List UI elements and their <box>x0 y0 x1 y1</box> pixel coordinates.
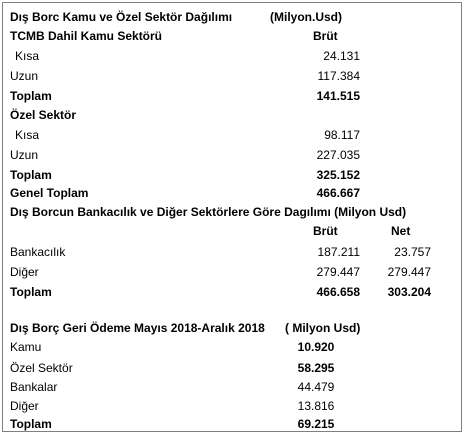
table-row <box>3 415 461 434</box>
row-label: Toplam <box>10 417 52 431</box>
section1-unit: (Milyon.Usd) <box>270 10 342 24</box>
row-label: Bankalar <box>10 380 58 394</box>
row-value: 44.479 <box>297 380 335 394</box>
debt-table <box>2 2 462 432</box>
row-label: Uzun <box>10 69 39 83</box>
section3-unit: ( Milyon Usd) <box>285 321 361 335</box>
grand-total-row <box>3 184 461 203</box>
row-label: Toplam <box>10 285 52 299</box>
private-header-row <box>3 106 461 125</box>
private-header: Özel Sektör <box>10 108 77 122</box>
section3-title-row <box>3 319 461 338</box>
table-row <box>3 397 461 416</box>
table-row <box>3 359 461 378</box>
row-label: Kısa <box>15 128 40 142</box>
row-label: Özel Sektör <box>10 361 73 375</box>
row-brut: 466.658 <box>316 285 360 299</box>
brut-header: Brüt <box>313 29 338 43</box>
tcmb-header: TCMB Dahil Kamu Sektörü <box>10 29 163 43</box>
row-value: 325.152 <box>316 168 360 182</box>
row-label: Bankacılık <box>10 245 66 259</box>
section2-title-row <box>3 203 461 222</box>
table-row <box>3 67 461 86</box>
table-row <box>3 378 461 397</box>
row-value: 24.131 <box>323 49 360 63</box>
grand-total-value: 466.667 <box>316 186 360 200</box>
row-value: 69.215 <box>297 417 335 431</box>
row-label: Toplam <box>10 89 52 103</box>
row-value: 141.515 <box>316 89 360 103</box>
table-row <box>3 47 461 66</box>
row-brut: 187.211 <box>317 245 360 259</box>
tcmb-header-row <box>3 27 461 46</box>
table-row <box>3 338 461 357</box>
row-value: 13.816 <box>297 399 335 413</box>
row-net: 279.447 <box>387 265 431 279</box>
table-row <box>3 87 461 106</box>
section2-header-row <box>3 222 461 241</box>
net-header: Net <box>391 224 411 238</box>
row-net: 303.204 <box>387 285 431 299</box>
row-label: Diğer <box>10 399 39 413</box>
table-row <box>3 263 461 282</box>
row-label: Kamu <box>10 340 42 354</box>
row-label: Uzun <box>10 148 39 162</box>
row-net: 23.757 <box>394 245 431 259</box>
table-row <box>3 166 461 185</box>
row-value: 98.117 <box>324 128 360 142</box>
table-row <box>3 146 461 165</box>
row-label: Kısa <box>15 49 40 63</box>
section2-title: Dış Borcun Bankacılık ve Diğer Sektörlere Göre Dagılımı (Milyon Usd) <box>10 205 407 219</box>
row-value: 58.295 <box>297 361 335 375</box>
row-value: 10.920 <box>297 340 335 354</box>
section3-title: Dış Borç Geri Ödeme Mayıs 2018-Aralık 2018 <box>10 321 265 335</box>
row-value: 227.035 <box>316 148 360 162</box>
table-row <box>3 243 461 262</box>
grand-total-label: Genel Toplam <box>10 186 89 200</box>
brut-header: Brüt <box>313 224 338 238</box>
row-label: Toplam <box>10 168 52 182</box>
table-row <box>3 283 461 302</box>
section1-title-row <box>3 8 461 27</box>
row-brut: 279.447 <box>316 265 360 279</box>
table-row <box>3 126 461 145</box>
section1-title: Dış Borc Kamu ve Özel Sektör Dağılımı <box>10 10 233 24</box>
row-label: Diğer <box>10 265 39 279</box>
row-value: 117.384 <box>317 69 360 83</box>
